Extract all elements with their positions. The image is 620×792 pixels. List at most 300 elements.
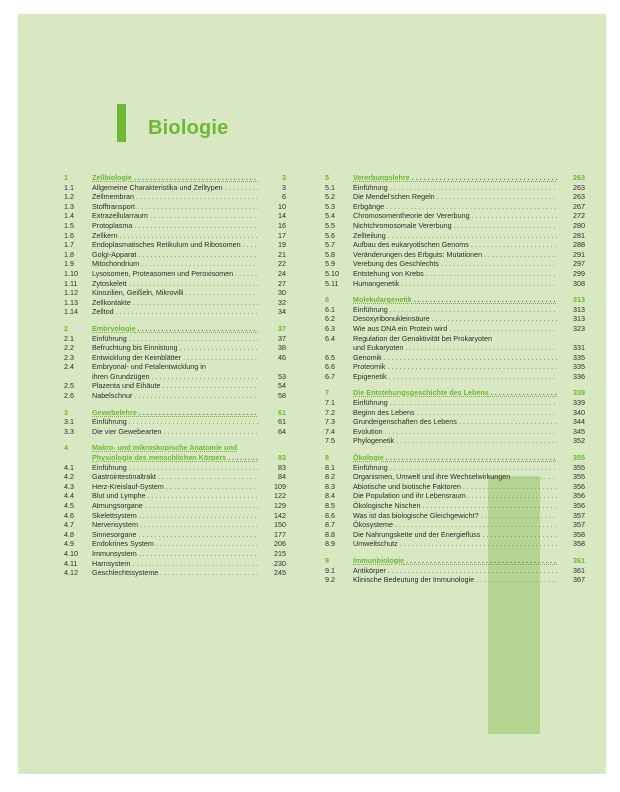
toc-page-number: 22 <box>278 259 286 269</box>
toc-label: Einführung . . . <box>353 305 557 315</box>
toc-page-number: 230 <box>274 558 286 568</box>
toc-section-heading[interactable] <box>64 443 286 453</box>
toc-entry[interactable] <box>64 417 286 427</box>
toc-page-number: 288 <box>573 240 585 250</box>
toc-page-number: 336 <box>573 371 585 381</box>
toc-number: 1 <box>64 173 68 182</box>
toc-number: 1.7 <box>64 240 74 250</box>
toc-number: 8.5 <box>325 501 335 510</box>
toc-label: Evolution . . . <box>353 427 557 437</box>
toc-label: Plazenta und Eihäute . . . <box>92 381 258 391</box>
toc-number: 2.1 <box>64 333 74 343</box>
toc-label: Embryologie . . . <box>92 324 258 334</box>
toc-entry[interactable] <box>325 408 585 418</box>
toc-page-number: 61 <box>278 407 286 417</box>
toc-page-number: 14 <box>278 211 286 221</box>
toc-number: 2.3 <box>64 352 74 362</box>
toc-number: 6.1 <box>325 304 335 314</box>
toc-label: Ökologische Nischen . . . <box>353 501 557 511</box>
toc-number: 4.12 <box>64 568 78 578</box>
toc-label: Was ist das biologische Gleichgewicht? . . . <box>353 511 557 521</box>
toc-number: 8.9 <box>325 539 335 549</box>
toc-label: Abiotische und biotische Faktoren . . . <box>353 482 557 492</box>
toc-number: 5.7 <box>325 240 335 250</box>
toc-number: 4.11 <box>64 558 78 568</box>
toc-number: 1.14 <box>64 307 78 317</box>
toc-entry[interactable] <box>64 520 286 530</box>
toc-number: 9.2 <box>325 575 335 585</box>
toc-entry[interactable] <box>325 566 585 576</box>
toc-entry[interactable] <box>325 240 585 250</box>
toc-label: Proteomik . . . <box>353 362 557 372</box>
toc-page-number: 19 <box>278 240 286 250</box>
toc-entry[interactable] <box>64 231 286 241</box>
toc-number: 5.11 <box>325 278 339 288</box>
toc-number: 2.2 <box>64 343 74 353</box>
toc-section-heading[interactable] <box>64 453 286 463</box>
toc-section-heading[interactable] <box>325 556 585 566</box>
toc-section <box>64 443 286 577</box>
toc-label: Zellteilung . . . <box>353 231 557 241</box>
toc-page-number: 122 <box>274 491 286 501</box>
toc-page-number: 323 <box>573 323 585 333</box>
toc-label: Zelltod . . . <box>92 307 258 317</box>
toc-section <box>325 295 585 381</box>
toc-page-number: 313 <box>573 295 585 305</box>
toc-entry[interactable] <box>325 343 585 353</box>
toc-entry[interactable] <box>64 259 286 269</box>
toc-entry[interactable] <box>325 575 585 585</box>
toc-page-number: 344 <box>573 417 585 427</box>
toc-entry[interactable] <box>325 231 585 241</box>
toc-number: 4.8 <box>64 529 74 539</box>
toc-number: 2.4 <box>64 362 74 372</box>
toc-page-number: 16 <box>278 220 286 230</box>
toc-entry[interactable] <box>64 307 286 317</box>
toc-page-number: 64 <box>278 426 286 436</box>
toc-number: 8 <box>325 453 329 463</box>
toc-label: Entwicklung der Keimblätter . . . <box>92 353 258 363</box>
toc-page-number: 150 <box>274 520 286 530</box>
toc-page-number: 263 <box>573 192 585 202</box>
toc-number: 1.11 <box>64 278 78 288</box>
toc-number: 3.1 <box>64 417 74 427</box>
toc-page-number: 331 <box>573 343 585 353</box>
toc-entry[interactable] <box>325 334 585 344</box>
toc-label: Zellkern . . . <box>92 231 258 241</box>
toc-page-number: 281 <box>573 230 585 240</box>
toc-entry[interactable] <box>325 463 585 473</box>
toc-page-number: 30 <box>278 288 286 298</box>
toc-number: 8.2 <box>325 472 335 482</box>
toc-number: 4.2 <box>64 472 74 482</box>
toc-number: 8.1 <box>325 462 335 472</box>
toc-page-number: 245 <box>274 568 286 578</box>
toc-number: 1.1 <box>64 182 74 192</box>
toc-page-number: 177 <box>274 529 286 539</box>
toc-entry[interactable] <box>64 288 286 298</box>
toc-entry[interactable] <box>325 353 585 363</box>
toc-number: 1.5 <box>64 220 74 230</box>
toc-page-number: 356 <box>573 501 585 510</box>
toc-page-number: 263 <box>573 173 585 182</box>
toc-number: 8.7 <box>325 520 335 530</box>
toc-number: 1.10 <box>64 268 78 278</box>
toc-number: 6.2 <box>325 314 335 324</box>
toc-number: 6.3 <box>325 323 335 333</box>
toc-page-number: 32 <box>278 297 286 307</box>
toc-label: Einführung . . . <box>92 334 258 344</box>
toc-number: 7.2 <box>325 407 335 417</box>
toc-label: Lysosomen, Proteasomen und Peroxisomen . . . <box>92 269 258 279</box>
toc-number: 4.7 <box>64 520 74 530</box>
toc-label: Herz-Kreislauf-System . . . <box>92 482 258 492</box>
toc-entry[interactable] <box>325 192 585 202</box>
toc-page-number: 339 <box>573 388 585 398</box>
toc-page-number: 61 <box>278 417 286 427</box>
toc-label: Gastrointestinaltrakt . . . <box>92 472 258 482</box>
toc-section <box>325 556 585 585</box>
toc-entry[interactable] <box>64 530 286 540</box>
toc-label: Einführung . . . <box>92 463 258 473</box>
toc-label: Harnsystem . . . <box>92 559 258 569</box>
toc-label: Nabelschnur . . . <box>92 391 258 401</box>
toc-label: Grundeigenschaften des Lebens . . . <box>353 417 557 427</box>
toc-entry[interactable] <box>64 250 286 260</box>
toc-number: 7 <box>325 388 329 398</box>
toc-number: 2.5 <box>64 381 74 391</box>
toc-entry[interactable] <box>64 491 286 501</box>
toc-label: Befruchtung bis Einnistung . . . <box>92 343 258 353</box>
toc-number: 4.9 <box>64 539 74 549</box>
toc-number: 1.3 <box>64 201 74 211</box>
toc-number: 5.10 <box>325 268 339 278</box>
toc-label: Erbgänge . . . <box>353 202 557 212</box>
toc-label: Gewebelehre . . . <box>92 408 258 418</box>
toc-number: 8.6 <box>325 510 335 520</box>
toc-entry[interactable] <box>325 417 585 427</box>
toc-page-number: 24 <box>278 268 286 278</box>
toc-number: 4.5 <box>64 501 74 510</box>
toc-page-number: 299 <box>573 268 585 278</box>
toc-entry[interactable] <box>325 279 585 289</box>
toc-page-number: 340 <box>573 407 585 417</box>
toc-label: Immunsystem . . . <box>92 549 258 559</box>
toc-number: 7.5 <box>325 436 335 446</box>
toc-page-number: 339 <box>573 398 585 408</box>
toc-page-number: 263 <box>573 182 585 192</box>
toc-page-number: 129 <box>274 501 286 510</box>
toc-entry[interactable] <box>325 269 585 279</box>
toc-label: Die Population und ihr Lebensraum . . . <box>353 491 557 501</box>
toc-number: 1.8 <box>64 249 74 259</box>
toc-label: Embryonal- und Fetalentwicklung in <box>92 362 206 372</box>
toc-entry[interactable] <box>325 436 585 446</box>
toc-entry[interactable] <box>64 549 286 559</box>
toc-entry[interactable] <box>325 362 585 372</box>
toc-entry[interactable] <box>325 501 585 511</box>
toc-page-number: 109 <box>274 481 286 491</box>
toc-entry[interactable] <box>325 539 585 549</box>
toc-entry[interactable] <box>325 221 585 231</box>
toc-label: Organismen, Umwelt und ihre Wechselwirkungen . . . <box>353 472 557 482</box>
toc-entry[interactable] <box>325 372 585 382</box>
toc-page-number: 355 <box>573 472 585 482</box>
toc-page-number: 84 <box>278 472 286 482</box>
toc-page-number: 313 <box>573 304 585 314</box>
toc-entry[interactable] <box>64 511 286 521</box>
toc-number: 4.4 <box>64 491 74 501</box>
toc-label: Protoplasma . . . <box>92 221 258 231</box>
toc-entry[interactable] <box>64 221 286 231</box>
toc-entry[interactable] <box>64 501 286 511</box>
toc-number: 8.8 <box>325 529 335 539</box>
toc-number: 7.1 <box>325 398 335 408</box>
toc-label: Sinnesorgane . . . <box>92 530 258 540</box>
toc-number: 2 <box>64 323 68 333</box>
toc-number: 1.13 <box>64 297 78 307</box>
toc-page-number: 272 <box>573 211 585 221</box>
toc-number: 4.1 <box>64 462 74 472</box>
toc-entry[interactable] <box>325 511 585 521</box>
toc-entry[interactable] <box>64 202 286 212</box>
toc-entry[interactable] <box>64 427 286 437</box>
toc-page-number: 358 <box>573 539 585 549</box>
toc-number: 5.8 <box>325 249 335 259</box>
toc-label: Veränderungen des Erbguts: Mutationen . . . <box>353 250 557 260</box>
toc-section-heading[interactable] <box>325 295 585 305</box>
toc-label: Die vier Gewebearten . . . <box>92 427 258 437</box>
toc-page-number: 335 <box>573 352 585 362</box>
toc-page-number: 335 <box>573 362 585 372</box>
toc-entry[interactable] <box>325 520 585 530</box>
toc-entry[interactable] <box>64 381 286 391</box>
toc-page-number: 297 <box>573 259 585 269</box>
toc-entry[interactable] <box>64 192 286 202</box>
toc-entry[interactable] <box>325 259 585 269</box>
toc-entry[interactable] <box>64 391 286 401</box>
chapter-title: Biologie <box>148 117 229 139</box>
toc-page-number: 313 <box>573 314 585 324</box>
toc-entry[interactable] <box>64 269 286 279</box>
toc-number: 5.3 <box>325 201 335 211</box>
toc-label: Atmungsorgane . . . <box>92 501 258 511</box>
toc-entry[interactable] <box>325 491 585 501</box>
toc-label: Einführung . . . <box>353 463 557 473</box>
toc-entry[interactable] <box>64 298 286 308</box>
toc-label: Antikörper . . . <box>353 566 557 576</box>
toc-entry[interactable] <box>64 279 286 289</box>
toc-label: Einführung . . . <box>353 183 557 193</box>
toc-entry[interactable] <box>64 183 286 193</box>
toc-label: Die Mendel'schen Regeln . . . <box>353 192 557 202</box>
toc-number: 5.4 <box>325 211 335 221</box>
toc-label: Makro- und mikroskopische Anatomie und <box>92 443 238 453</box>
toc-section <box>64 324 286 401</box>
toc-left-column <box>64 173 286 585</box>
toc-page-number: 6 <box>282 192 286 202</box>
toc-label: Geschlechtssysteme . . . <box>92 568 258 578</box>
toc-number: 9 <box>325 555 329 565</box>
toc-page-number: 3 <box>282 182 286 192</box>
toc-entry[interactable] <box>64 240 286 250</box>
toc-entry[interactable] <box>64 539 286 549</box>
toc-page-number: 27 <box>278 278 286 288</box>
toc-section <box>64 408 286 437</box>
toc-section-heading[interactable] <box>325 388 585 398</box>
toc-entry[interactable] <box>64 362 286 372</box>
toc-label: Chromosomentheorie der Vererbung . . . <box>353 211 557 221</box>
toc-page-number: 142 <box>274 510 286 520</box>
toc-page-number: 21 <box>278 249 286 259</box>
toc-label: Skelettsystem . . . <box>92 511 258 521</box>
toc-page-number: 357 <box>573 520 585 530</box>
toc-label: Ökologie . . . <box>353 453 557 463</box>
toc-page-number: 355 <box>573 462 585 472</box>
toc-entry[interactable] <box>64 568 286 578</box>
toc-number: 4.6 <box>64 510 74 520</box>
toc-entry[interactable] <box>325 530 585 540</box>
toc-page-number: 291 <box>573 249 585 259</box>
toc-number: 8.4 <box>325 491 335 501</box>
toc-label: Klinische Bedeutung der Immunologie . . . <box>353 575 557 585</box>
toc-page-number: 345 <box>573 426 585 436</box>
toc-label: Allgemeine Charakteristika und Zelltypen . . . <box>92 183 258 193</box>
toc-number: 4.3 <box>64 481 74 491</box>
toc-number: 4.10 <box>64 548 78 558</box>
toc-label: Nichtchromosomale Vererbung . . . <box>353 221 557 231</box>
toc-label: Ökosysteme . . . <box>353 520 557 530</box>
toc-label: Nervensystem . . . <box>92 520 258 530</box>
toc-label: Molekulargenetik . . . <box>353 295 557 305</box>
toc-number: 3.3 <box>64 426 74 436</box>
toc-label: Wie aus DNA ein Protein wird . . . <box>353 324 557 334</box>
toc-entry[interactable] <box>325 202 585 212</box>
toc-number: 6.5 <box>325 352 335 362</box>
chapter-numeral <box>117 104 126 142</box>
toc-number: 7.4 <box>325 426 335 436</box>
toc-number: 6.6 <box>325 362 335 372</box>
toc-page-number: 54 <box>278 381 286 391</box>
toc-entry[interactable] <box>325 211 585 221</box>
toc-number: 5 <box>325 173 329 182</box>
toc-entry[interactable] <box>64 211 286 221</box>
toc-number: 3 <box>64 407 68 417</box>
toc-label: Die Entstehungsgeschichte des Lebens . . . <box>353 388 557 398</box>
toc-entry[interactable] <box>64 343 286 353</box>
toc-label: ihren Grundzügen . . . <box>92 372 258 382</box>
toc-entry[interactable] <box>64 372 286 382</box>
toc-label: Zellbiologie . . . <box>92 173 258 183</box>
toc-section-heading[interactable] <box>64 173 286 183</box>
toc-page-number: 357 <box>573 510 585 520</box>
toc-label: Zellmembran . . . <box>92 192 258 202</box>
toc-entry[interactable] <box>325 482 585 492</box>
toc-number: 2.6 <box>64 391 74 401</box>
toc-page-number: 356 <box>573 481 585 491</box>
toc-entry[interactable] <box>64 334 286 344</box>
toc-page-number: 58 <box>278 391 286 401</box>
toc-section-heading[interactable] <box>64 408 286 418</box>
toc-label: Endoplasmatisches Retikulum und Ribosomen . . . <box>92 240 258 250</box>
toc-entry[interactable] <box>325 305 585 315</box>
toc-page-number: 83 <box>278 453 286 463</box>
toc-entry[interactable] <box>64 463 286 473</box>
toc-label: Stofftransport . . . <box>92 202 258 212</box>
toc-page-number: 83 <box>278 462 286 472</box>
toc-entry[interactable] <box>325 398 585 408</box>
toc-number: 1.12 <box>64 288 78 298</box>
toc-entry[interactable] <box>64 353 286 363</box>
toc-number: 5.1 <box>325 182 335 192</box>
toc-label: Regulation der Genaktivität bei Prokaryoten <box>353 333 493 343</box>
toc-label: Beginn des Lebens . . . <box>353 408 557 418</box>
toc-number: 6.7 <box>325 371 335 381</box>
toc-page-number: 37 <box>278 333 286 343</box>
toc-entry[interactable] <box>64 472 286 482</box>
toc-page-number: 17 <box>278 230 286 240</box>
toc-page-number: 206 <box>274 539 286 549</box>
toc-number: 5.5 <box>325 220 335 230</box>
toc-label: Golgi-Apparat . . . <box>92 250 258 260</box>
toc-label: Mitochondrium . . . <box>92 259 258 269</box>
toc-page-number: 356 <box>573 491 585 501</box>
toc-number: 8.3 <box>325 481 335 491</box>
toc-number: 5.6 <box>325 230 335 240</box>
toc-label: Vererbungslehre . . . <box>353 173 557 183</box>
toc-entry[interactable] <box>325 472 585 482</box>
toc-entry[interactable] <box>325 183 585 193</box>
toc-label: Epigenetik . . . <box>353 372 557 382</box>
toc-label: Entstehung von Krebs . . . <box>353 269 557 279</box>
toc-label: Verebung des Geschlechts . . . <box>353 259 557 269</box>
toc-section <box>325 453 585 549</box>
toc-label: Humangenetik . . . <box>353 279 557 289</box>
toc-number: 7.3 <box>325 417 335 427</box>
toc-page-number: 367 <box>573 575 585 585</box>
toc-page-number: 10 <box>278 201 286 211</box>
toc-page-number: 3 <box>282 173 286 182</box>
toc-page-number: 267 <box>573 201 585 211</box>
toc-number: 1.6 <box>64 230 74 240</box>
toc-entry[interactable] <box>325 324 585 334</box>
toc-section-heading[interactable] <box>64 324 286 334</box>
toc-label: und Eukaryoten . . . <box>353 343 557 353</box>
toc-number: 1.4 <box>64 211 74 221</box>
toc-label: Die Nahrungskette und der Energiefluss . . . <box>353 530 557 540</box>
toc-entry[interactable] <box>325 314 585 324</box>
toc-entry[interactable] <box>325 250 585 260</box>
toc-section-heading[interactable] <box>325 453 585 463</box>
toc-label: Aufbau des eukaryotischen Genoms . . . <box>353 240 557 250</box>
toc-number: 6 <box>325 295 329 305</box>
toc-label: Physiologie des menschlichen Körpers . . . <box>92 453 258 463</box>
toc-number: 5.9 <box>325 259 335 269</box>
toc-label: Umweltschutz . . . <box>353 539 557 549</box>
toc-number: 6.4 <box>325 333 335 343</box>
toc-entry[interactable] <box>64 482 286 492</box>
toc-page-number: 308 <box>573 278 585 288</box>
toc-label: Einführung . . . <box>353 398 557 408</box>
toc-page-number: 352 <box>573 436 585 446</box>
toc-section-heading[interactable] <box>325 173 585 183</box>
toc-page-number: 355 <box>573 453 585 463</box>
toc-page-number: 46 <box>278 352 286 362</box>
toc-number: 9.1 <box>325 565 335 575</box>
toc-entry[interactable] <box>325 427 585 437</box>
toc-entry[interactable] <box>64 559 286 569</box>
toc-page-number: 361 <box>573 555 585 565</box>
